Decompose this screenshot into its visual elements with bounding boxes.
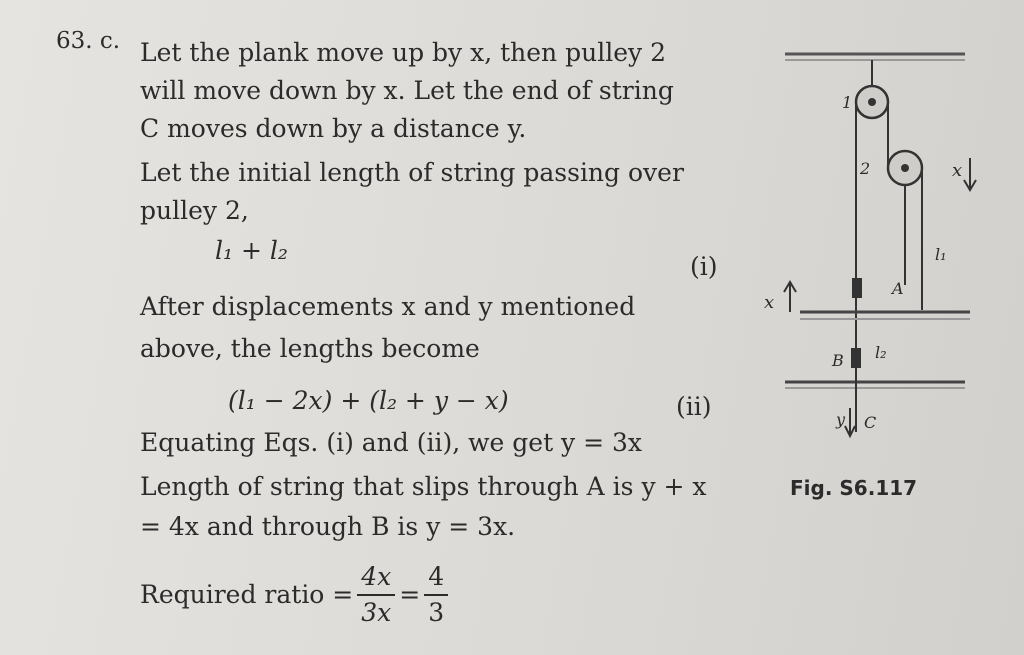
c-label: C [864,413,877,432]
equation-1-tag: (i) [690,252,718,281]
pulley-2-axle [901,164,909,172]
l2-label: l₂ [875,343,887,362]
after-line-2: above, the lengths become [140,334,480,363]
solution-line-2: will move down by x. Let the end of string [140,76,674,105]
solution-line-5: pulley 2, [140,196,249,225]
clamp-a [852,278,862,298]
solution-line-4: Let the initial length of string passing over [140,158,684,187]
pulley-1-axle [868,98,876,106]
l1-label: l₁ [935,245,947,264]
pulley-2-label: 2 [860,159,871,178]
clamp-b [851,348,861,368]
x-label-right: x [952,160,963,181]
equation-2-tag: (ii) [676,392,712,421]
b-label: B [832,351,844,370]
question-number: 63. c. [56,28,121,54]
fraction-2-numerator: 4 [424,562,448,596]
a-label: A [892,279,904,298]
solution-line-1: Let the plank move up by x, then pulley 2 [140,38,666,67]
ratio-fraction-2 [424,562,448,628]
ratio-line [140,562,452,628]
pulley-1-label: 1 [842,93,853,112]
equation-1: l₁ + l₂ [215,236,288,265]
result-line-3: = 4x and through B is y = 3x. [140,512,516,541]
pulley-figure [760,30,980,450]
fraction-1-denominator: 3x [361,598,392,627]
figure-caption: Fig. S6.117 [790,476,918,500]
equation-2: (l₁ − 2x) + (l₂ + y − x) [228,386,509,415]
ratio-fraction-1 [357,562,395,628]
after-line-1: After displacements x and y mentioned [140,292,636,321]
fraction-1-numerator: 4x [357,562,395,596]
ratio-label: Required ratio = [140,580,354,609]
ratio-equals: = [399,580,421,609]
result-line-1: Equating Eqs. (i) and (ii), we get y = 3x [140,428,643,457]
x-label-left: x [764,292,775,313]
result-line-2: Length of string that slips through A is y + x [140,472,707,501]
solution-line-3: C moves down by a distance y. [140,114,527,143]
fraction-2-denominator: 3 [428,598,445,627]
y-label: y [836,410,846,429]
